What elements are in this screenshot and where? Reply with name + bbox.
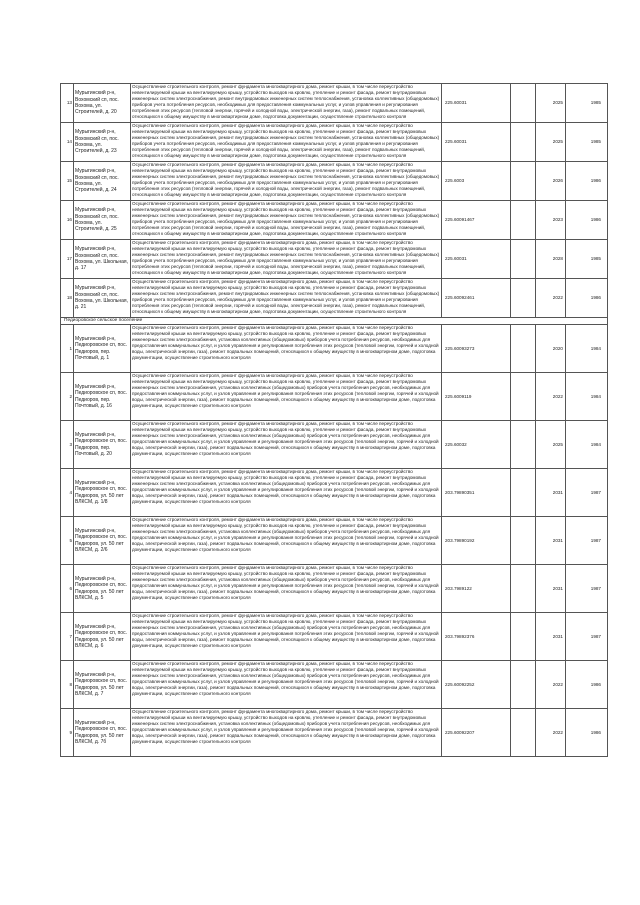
repair-year-cell: 2020	[536, 325, 566, 373]
table-row	[61, 373, 608, 421]
empty-cell	[511, 325, 536, 373]
build-year-cell: 1985	[566, 240, 608, 279]
works-cell: Осуществление строительного контроля, ремонт фундамента многоквартирного дома, ремонт крыши, в том числе переустройство невентилируемой крыши на вентилируемую крышу, устройство выходов на кровлю, утепление и ремонт фасада, ремонт внутридомовых инженерных систем электроснабжения, ремонт внутридомовых инженерных систем теплоснабжения, установка коллективных (общедомовых) приборов учета потребления ресурсов, необходимых для предоставления коммунальных услуг, и узлов управления и регулирования потребления этих ресурсов (тепловой энергии, горячей и холодной воды, электрической энергии, газа), ремонт подвальных помещений, относящихся к общему имуществу в многоквартирном доме, подготовка документации, осуществление строительного контроля	[131, 123, 442, 162]
cost-cell: 203.79890351	[442, 469, 511, 517]
cost-cell: 225.6003	[442, 162, 511, 201]
works-cell: Осуществление строительного контроля, ремонт фундамента многоквартирного дома, ремонт крыши, в том числе переустройство невентилируемой крыши на вентилируемую крышу, устройство выходов на кровлю, утепление и ремонт фасада, ремонт внутридомовых инженерных систем электроснабжения, установка коллективных (общедомовых) приборов учета потребления ресурсов, необходимых для предоставления коммунальных услуг, и узлов управления и регулирования потребления этих ресурсов (тепловой энергии, горячей и холодной воды, электрической энергии, газа), ремонт подвальных помещений, относящихся к общему имуществу в многоквартирном доме, подготовка документации, осуществление строительного контроля	[131, 709, 442, 757]
works-cell: Осуществление строительного контроля, ремонт фундамента многоквартирного дома, ремонт крыши, в том числе переустройство невентилируемой крыши на вентилируемую крышу, устройство выходов на кровлю, утепление и ремонт фасада, ремонт внутридомовых инженерных систем электроснабжения, установка коллективных (общедомовых) приборов учета потребления ресурсов, необходимых для предоставления коммунальных услуг, и узлов управления и регулирования потребления этих ресурсов (тепловой энергии, горячей и холодной воды, электрической энергии, газа), ремонт подвальных помещений, относящихся к общему имуществу в многоквартирном доме, подготовка документации, осуществление строительного контроля	[131, 469, 442, 517]
address-cell: Мурыгинский р-н, Вохомский сп, пос. Вохома, ул. Школьная, д. 21	[74, 279, 131, 318]
table-row	[61, 565, 608, 613]
cost-cell: 225.60031	[442, 123, 511, 162]
works-cell: Осуществление строительного контроля, ремонт фундамента многоквартирного дома, ремонт крыши, в том числе переустройство невентилируемой крыши на вентилируемую крышу, устройство выходов на кровлю, утепление и ремонт фасада, ремонт внутридомовых инженерных систем электроснабжения, установка коллективных (общедомовых) приборов учета потребления ресурсов, необходимых для предоставления коммунальных услуг, и узлов управления и регулирования потребления этих ресурсов (тепловой энергии, горячей и холодной воды, электрической энергии, газа), ремонт подвальных помещений, относящихся к общему имуществу в многоквартирном доме, подготовка документации, осуществление строительного контроля	[131, 373, 442, 421]
cost-cell: 225.60092461	[442, 279, 511, 318]
works-cell: Осуществление строительного контроля, ремонт фундамента многоквартирного дома, ремонт крыши, в том числе переустройство невентилируемой крыши на вентилируемую крышу, устройство выходов на кровлю, утепление и ремонт фасада, ремонт внутридомовых инженерных систем электроснабжения, ремонт внутридомовых инженерных систем теплоснабжения, установка коллективных (общедомовых) приборов учета потребления ресурсов, необходимых для предоставления коммунальных услуг, и узлов управления и регулирования потребления этих ресурсов (тепловой энергии, горячей и холодной воды, электрической энергии, газа), ремонт подвальных помещений, относящихся к общему имуществу в многоквартирном доме, подготовка документации, осуществление строительного контроля	[131, 240, 442, 279]
repair-year-cell: 2025	[536, 421, 566, 469]
address-cell: Мурыгинский р-н, Педиоровское сп, пос. Педиоров, ул. 50 лет ВЛКСМ, д. 7	[74, 661, 131, 709]
empty-cell	[511, 469, 536, 517]
table-row	[61, 162, 608, 201]
row-number: 16	[61, 201, 74, 240]
address-cell: Мурыгинский р-н, Вохомский сп, пос. Вохома, ул. Строителей, д. 24	[74, 162, 131, 201]
works-cell: Осуществление строительного контроля, ремонт фундамента многоквартирного дома, ремонт крыши, в том числе переустройство невентилируемой крыши на вентилируемую крышу, устройство выходов на кровлю, утепление и ремонт фасада, ремонт внутридомовых инженерных систем электроснабжения, установка коллективных (общедомовых) приборов учета потребления ресурсов, необходимых для предоставления коммунальных услуг, и узлов управления и регулирования потребления этих ресурсов (тепловой энергии, горячей и холодной воды, электрической энергии, газа), ремонт подвальных помещений, относящихся к общему имуществу в многоквартирном доме, подготовка документации, осуществление строительного контроля	[131, 661, 442, 709]
table-row	[61, 84, 608, 123]
repair-year-cell: 2031	[536, 565, 566, 613]
repair-year-cell: 2023	[536, 201, 566, 240]
works-cell: Осуществление строительного контроля, ремонт фундамента многоквартирного дома, ремонт крыши, в том числе переустройство невентилируемой крыши на вентилируемую крышу, устройство выходов на кровлю, утепление и ремонт фасада, ремонт внутридомовых инженерных систем электроснабжения, ремонт внутридомовых инженерных систем теплоснабжения, установка коллективных (общедомовых) приборов учета потребления ресурсов, необходимых для предоставления коммунальных услуг, и узлов управления и регулирования потребления этих ресурсов (тепловой энергии, горячей и холодной воды, электрической энергии, газа), ремонт подвальных помещений, относящихся к общему имуществу в многоквартирном доме, подготовка документации, осуществление строительного контроля	[131, 162, 442, 201]
row-number: 8	[61, 661, 74, 709]
build-year-cell: 1984	[566, 325, 608, 373]
address-cell: Мурыгинский р-н, Вохомский сп, пос. Вохома, ул. Строителей, д. 25	[74, 201, 131, 240]
repair-year-cell: 2022	[536, 373, 566, 421]
works-cell: Осуществление строительного контроля, ремонт фундамента многоквартирного дома, ремонт крыши, в том числе переустройство невентилируемой крыши на вентилируемую крышу, устройство выходов на кровлю, утепление и ремонт фасада, ремонт внутридомовых инженерных систем электроснабжения, установка коллективных (общедомовых) приборов учета потребления ресурсов, необходимых для предоставления коммунальных услуг, и узлов управления и регулирования потребления этих ресурсов (тепловой энергии, горячей и холодной воды, электрической энергии, газа), ремонт подвальных помещений, относящихся к общему имуществу в многоквартирном доме, подготовка документации, осуществление строительного контроля	[131, 517, 442, 565]
row-number: 4	[61, 469, 74, 517]
works-cell: Осуществление строительного контроля, ремонт фундамента многоквартирного дома, ремонт крыши, в том числе переустройство невентилируемой крыши на вентилируемую крышу, устройство выходов на кровлю, утепление и ремонт фасада, ремонт внутридомовых инженерных систем электроснабжения, ремонт внутридомовых инженерных систем теплоснабжения, установка коллективных (общедомовых) приборов учета потребления ресурсов, необходимых для предоставления коммунальных услуг, и узлов управления и регулирования потребления этих ресурсов (тепловой энергии, горячей и холодной воды, электрической энергии, газа), ремонт подвальных помещений, относящихся к общему имуществу в многоквартирном доме, подготовка документации, осуществление строительного контроля	[131, 279, 442, 318]
repair-year-cell: 2026	[536, 162, 566, 201]
build-year-cell: 1987	[566, 565, 608, 613]
table-row	[61, 421, 608, 469]
table-row	[61, 201, 608, 240]
build-year-cell: 1985	[566, 84, 608, 123]
empty-cell	[511, 279, 536, 318]
cost-cell: 225.60093273	[442, 325, 511, 373]
build-year-cell: 1985	[566, 123, 608, 162]
empty-cell	[511, 421, 536, 469]
build-year-cell: 1984	[566, 421, 608, 469]
empty-cell	[511, 240, 536, 279]
cost-cell: 225.60092207	[442, 709, 511, 757]
address-cell: Мурыгинский р-н, Вохомский сп, пос. Вохома, ул. Школьная, д. 17	[74, 240, 131, 279]
address-cell: Мурыгинский р-н, Педиоровское сп, пос. Педиоров, пер. Почтовый, д. 20	[74, 421, 131, 469]
cost-cell: 225.60031	[442, 84, 511, 123]
build-year-cell: 1986	[566, 201, 608, 240]
table-row	[61, 613, 608, 661]
build-year-cell: 1984	[566, 373, 608, 421]
row-number: 6	[61, 565, 74, 613]
table-row	[61, 469, 608, 517]
repair-year-cell: 2022	[536, 709, 566, 757]
empty-cell	[511, 373, 536, 421]
table-row	[61, 325, 608, 373]
address-cell: Мурыгинский р-н, Педиоровское сп, пос. Педиоров, ул. 50 лет ВЛКСМ, д. 2/6	[74, 517, 131, 565]
row-number: 14	[61, 123, 74, 162]
repair-year-cell: 2025	[536, 84, 566, 123]
address-cell: Мурыгинский р-н, Педиоровское сп, пос. Педиоров, пер. Почтовый, д. 1	[74, 325, 131, 373]
works-cell: Осуществление строительного контроля, ремонт фундамента многоквартирного дома, ремонт крыши, в том числе переустройство невентилируемой крыши на вентилируемую крышу, устройство выходов на кровлю, утепление и ремонт фасада, ремонт внутридомовых инженерных систем электроснабжения, установка коллективных (общедомовых) приборов учета потребления ресурсов, необходимых для предоставления коммунальных услуг, и узлов управления и регулирования потребления этих ресурсов (тепловой энергии, горячей и холодной воды, электрической энергии, газа), ремонт подвальных помещений, относящихся к общему имуществу в многоквартирном доме, подготовка документации, осуществление строительного контроля	[131, 325, 442, 373]
table-row	[61, 661, 608, 709]
repair-year-cell: 2025	[536, 123, 566, 162]
empty-cell	[511, 123, 536, 162]
table-row	[61, 709, 608, 757]
row-number: 15	[61, 162, 74, 201]
repair-year-cell: 2028	[536, 240, 566, 279]
works-cell: Осуществление строительного контроля, ремонт фундамента многоквартирного дома, ремонт крыши, в том числе переустройство невентилируемой крыши на вентилируемую крышу, устройство выходов на кровлю, утепление и ремонт фасада, ремонт внутридомовых инженерных систем электроснабжения, установка коллективных (общедомовых) приборов учета потребления ресурсов, необходимых для предоставления коммунальных услуг, и узлов управления и регулирования потребления этих ресурсов (тепловой энергии, горячей и холодной воды, электрической энергии, газа), ремонт подвальных помещений, относящихся к общему имуществу в многоквартирном доме, подготовка документации, осуществление строительного контроля	[131, 421, 442, 469]
empty-cell	[511, 201, 536, 240]
row-number: 7	[61, 613, 74, 661]
cost-cell: 225.60031	[442, 240, 511, 279]
works-cell: Осуществление строительного контроля, ремонт фундамента многоквартирного дома, ремонт крыши, в том числе переустройство невентилируемой крыши на вентилируемую крышу, устройство выходов на кровлю, утепление и ремонт фасада, ремонт внутридомовых инженерных систем электроснабжения, установка коллективных (общедомовых) приборов учета потребления ресурсов, необходимых для предоставления коммунальных услуг, и узлов управления и регулирования потребления этих ресурсов (тепловой энергии, горячей и холодной воды, электрической энергии, газа), ремонт подвальных помещений, относящихся к общему имуществу в многоквартирном доме, подготовка документации, осуществление строительного контроля	[131, 613, 442, 661]
build-year-cell: 1987	[566, 469, 608, 517]
build-year-cell: 1986	[566, 709, 608, 757]
repair-year-cell: 2031	[536, 517, 566, 565]
repair-year-cell: 2022	[536, 279, 566, 318]
works-cell: Осуществление строительного контроля, ремонт фундамента многоквартирного дома, ремонт крыши, в том числе переустройство невентилируемой крыши на вентилируемую крышу, устройство выходов на кровлю, утепление и ремонт фасада, ремонт внутридомовых инженерных систем электроснабжения, установка коллективных (общедомовых) приборов учета потребления ресурсов, необходимых для предоставления коммунальных услуг, и узлов управления и регулирования потребления этих ресурсов (тепловой энергии, горячей и холодной воды, электрической энергии, газа), ремонт подвальных помещений, относящихся к общему имуществу в многоквартирном доме, подготовка документации, осуществление строительного контроля	[131, 565, 442, 613]
build-year-cell: 1986	[566, 279, 608, 318]
empty-cell	[511, 613, 536, 661]
cost-cell: 203.7989122	[442, 565, 511, 613]
table-body	[61, 84, 608, 757]
row-number: 1	[61, 325, 74, 373]
section-header-row	[61, 318, 608, 325]
build-year-cell: 1986	[566, 661, 608, 709]
build-year-cell: 1987	[566, 613, 608, 661]
table-row	[61, 123, 608, 162]
repair-year-cell: 2022	[536, 661, 566, 709]
section-title: Педиоровское сельское поселение	[61, 318, 608, 325]
empty-cell	[511, 162, 536, 201]
address-cell: Мурыгинский р-н, Педиоровское сп, пос. Педиоров, ул. 50 лет ВЛКСМ, д. 1/8	[74, 469, 131, 517]
row-number: 9	[61, 709, 74, 757]
cost-cell: 225.60032	[442, 421, 511, 469]
address-cell: Мурыгинский р-н, Педиоровское сп, пос. Педиоров, ул. 50 лет ВЛКСМ, д. 5	[74, 565, 131, 613]
build-year-cell: 1987	[566, 517, 608, 565]
cost-cell: 203.79890192	[442, 517, 511, 565]
address-cell: Мурыгинский р-н, Педиоровское сп, пос. Педиоров, пер. Почтовый, д. 16	[74, 373, 131, 421]
repair-year-cell: 2031	[536, 469, 566, 517]
empty-cell	[511, 709, 536, 757]
table-row	[61, 240, 608, 279]
cost-cell: 225.60091467	[442, 201, 511, 240]
row-number: 17	[61, 240, 74, 279]
repair-year-cell: 2031	[536, 613, 566, 661]
row-number: 13	[61, 84, 74, 123]
cost-cell: 225.6009119	[442, 373, 511, 421]
row-number: 2	[61, 373, 74, 421]
row-number: 3	[61, 421, 74, 469]
row-number: 18	[61, 279, 74, 318]
works-cell: Осуществление строительного контроля, ремонт фундамента многоквартирного дома, ремонт крыши, в том числе переустройство невентилируемой крыши на вентилируемую крышу, устройство выходов на кровлю, утепление и ремонт фасада, ремонт внутридомовых инженерных систем электроснабжения, ремонт внутридомовых инженерных систем теплоснабжения, установка коллективных (общедомовых) приборов учета потребления ресурсов, необходимых для предоставления коммунальных услуг, и узлов управления и регулирования потребления этих ресурсов (тепловой энергии, горячей и холодной воды, электрической энергии, газа), ремонт подвальных помещений, относящихся к общему имуществу в многоквартирном доме, подготовка документации, осуществление строительного контроля	[131, 84, 442, 123]
empty-cell	[511, 84, 536, 123]
row-number: 5	[61, 517, 74, 565]
cost-cell: 225.60092252	[442, 661, 511, 709]
table-row	[61, 279, 608, 318]
address-cell: Мурыгинский р-н, Педиоровское сп, пос. Педиоров, ул. 50 лет ВЛКСМ, д. 7б	[74, 709, 131, 757]
cost-cell: 203.79892376	[442, 613, 511, 661]
address-cell: Мурыгинский р-н, Вохомский сп, пос. Вохома, ул. Строителей, д. 20	[74, 84, 131, 123]
address-cell: Мурыгинский р-н, Вохомский сп, пос. Вохома, ул. Строителей, д. 23	[74, 123, 131, 162]
empty-cell	[511, 565, 536, 613]
works-cell: Осуществление строительного контроля, ремонт фундамента многоквартирного дома, ремонт крыши, в том числе переустройство невентилируемой крыши на вентилируемую крышу, устройство выходов на кровлю, утепление и ремонт фасада, ремонт внутридомовых инженерных систем электроснабжения, ремонт внутридомовых инженерных систем теплоснабжения, установка коллективных (общедомовых) приборов учета потребления ресурсов, необходимых для предоставления коммунальных услуг, и узлов управления и регулирования потребления этих ресурсов (тепловой энергии, горячей и холодной воды, электрической энергии, газа), ремонт подвальных помещений, относящихся к общему имуществу в многоквартирном доме, подготовка документации, осуществление строительного контроля	[131, 201, 442, 240]
table-row	[61, 517, 608, 565]
address-cell: Мурыгинский р-н, Педиоровское сп, пос. Педиоров, ул. 50 лет ВЛКСМ, д. 6	[74, 613, 131, 661]
repair-program-table	[60, 83, 608, 757]
empty-cell	[511, 517, 536, 565]
document-sheet	[60, 83, 608, 757]
empty-cell	[511, 661, 536, 709]
build-year-cell: 1986	[566, 162, 608, 201]
